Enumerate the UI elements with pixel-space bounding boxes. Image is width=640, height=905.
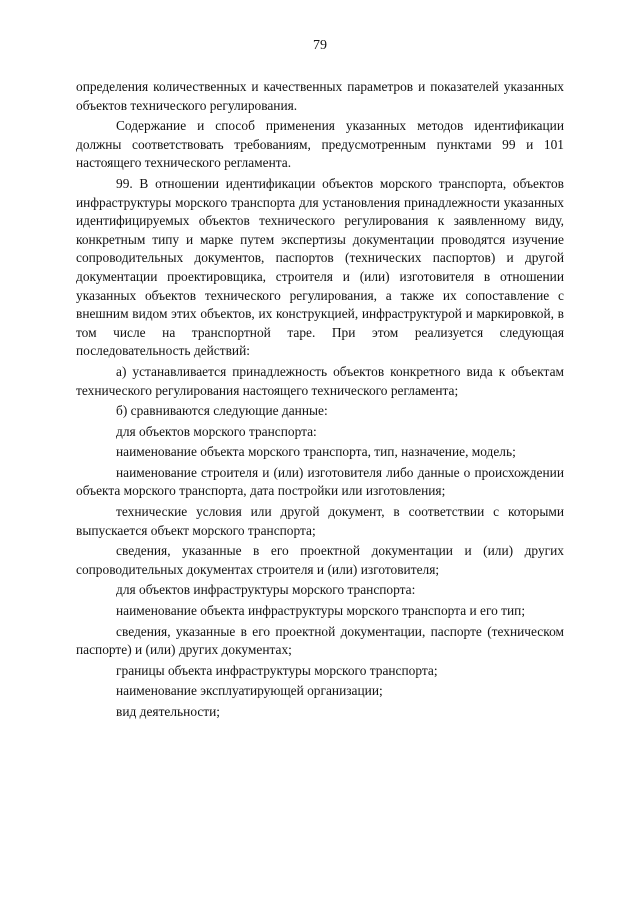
paragraph: границы объекта инфраструктуры морского транспорта; bbox=[116, 662, 438, 678]
paragraph: наименование строителя и (или) изготовителя либо данные о происхождении объекта морского транспорта, дата постройки или изготовления; bbox=[76, 464, 564, 499]
paragraph: сведения, указанные в его проектной документации, паспорте (техническом паспорте) и (или) других документах; bbox=[76, 623, 564, 658]
paragraph: наименование эксплуатирующей организации; bbox=[116, 683, 383, 699]
paragraph: наименование объекта морского транспорта, тип, назначение, модель; bbox=[116, 444, 516, 460]
paragraph: наименование объекта инфраструктуры морского транспорта и его тип; bbox=[116, 603, 526, 619]
paragraph: для объектов инфраструктуры морского транспорта: bbox=[116, 582, 416, 598]
paragraph: вид деятельности; bbox=[116, 704, 221, 719]
paragraph: Содержание и способ применения указанных методов идентификации должны соответствовать требованиям, предусмотренным пунктами 99 и 101 настоящего технического регламента. bbox=[76, 118, 564, 171]
paragraph: 99. В отношении идентификации объектов морского транспорта, объектов инфраструктуры морского транспорта для установления принадлежности указанных идентифицируемых объектов технического регулирования к заявленному виду, конкретным типу и марке путем экспертизы документации проводятся изучение сопроводительных документов, паспортов (технических паспортов) и другой документации проектировщика, строителя и (или) изготовителя в отношении указанных объектов технического регулирования, а также их сопоставление с внешним видом этих объектов, их конструкцией, инфраструктурой и маркировкой, в том числе на транспортной таре. При этом реализуется следующая последовательность действий: bbox=[76, 175, 564, 359]
paragraph: а) устанавливается принадлежность объектов конкретного вида к объектам технического регулирования настоящего технического регламента; bbox=[76, 363, 564, 398]
paragraph: определения количественных и качественных параметров и показателей указанных объектов технического регулирования. bbox=[76, 79, 564, 113]
body-text bbox=[76, 78, 564, 724]
paragraph: для объектов морского транспорта: bbox=[116, 423, 317, 439]
paragraph: технические условия или другой документ, в соответствии с которыми выпускается объект морского транспорта; bbox=[76, 504, 564, 538]
paragraph: сведения, указанные в его проектной документации и (или) других сопроводительных документах строителя и (или) изготовителя; bbox=[76, 543, 564, 577]
page-number: 79 bbox=[313, 38, 327, 53]
paragraph: б) сравниваются следующие данные: bbox=[116, 403, 328, 419]
